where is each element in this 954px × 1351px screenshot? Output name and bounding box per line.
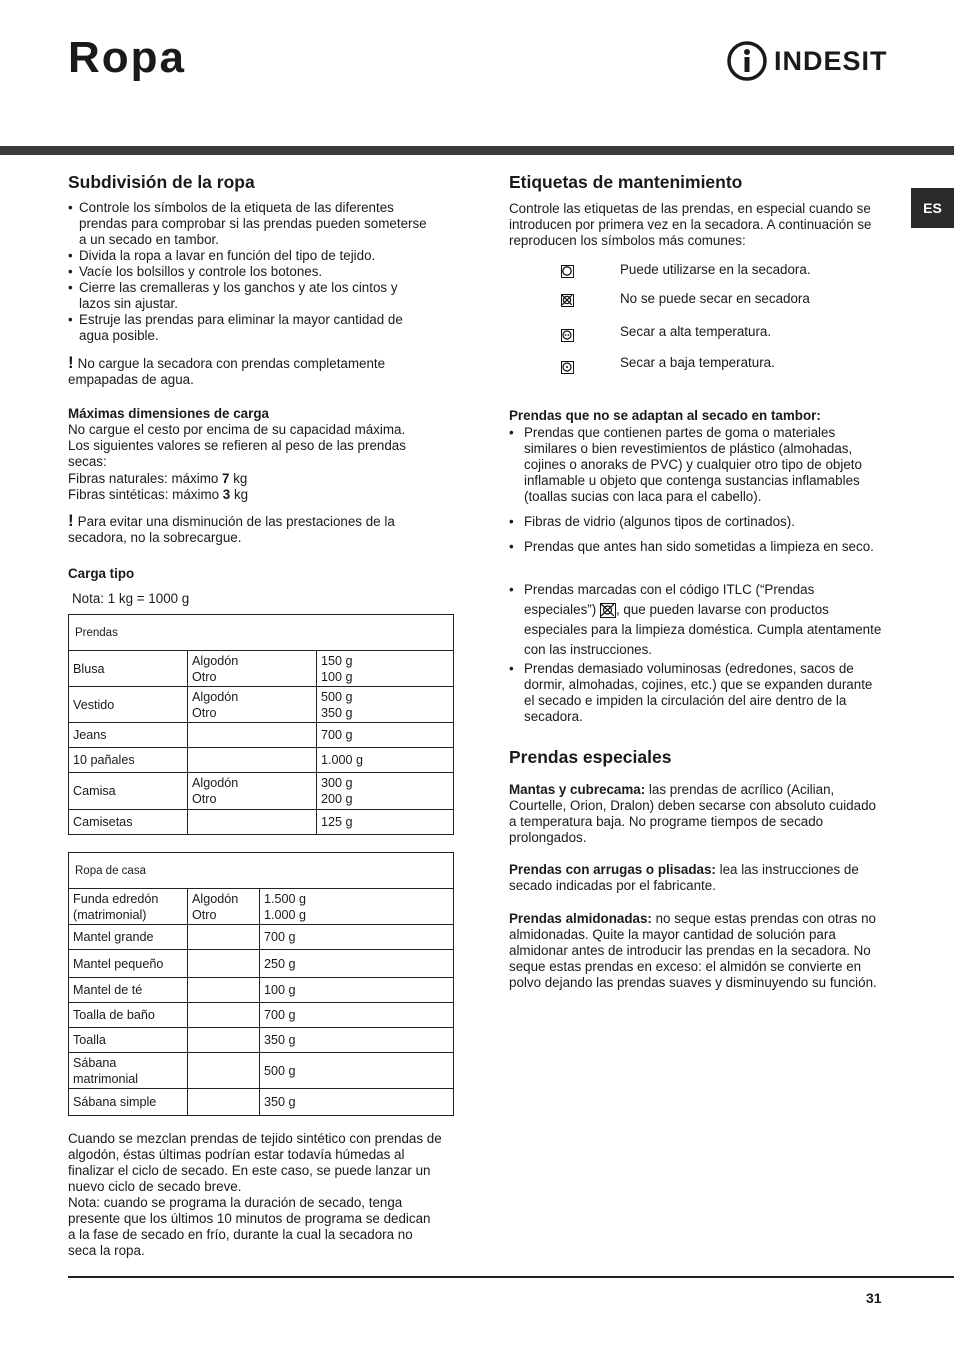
symbol-no-tumble-dry — [561, 292, 574, 308]
unsuitable-list-3 — [509, 539, 884, 555]
cell-name: Sábana matrimonial — [69, 1053, 188, 1089]
list-item: • Controle los símbolos de la etiqueta de las diferentes prendas para comprobar si las prendas pueden someterse a un secado en tambor. — [68, 200, 428, 248]
language-tab: ES — [911, 188, 954, 228]
list-item: • Estruje las prendas para eliminar la mayor cantidad de agua posible. — [68, 312, 428, 344]
cell-name: 10 pañales — [69, 748, 188, 773]
starched-paragraph — [509, 911, 881, 991]
cell-type — [188, 925, 260, 950]
list-item: • Prendas que antes han sido sometidas a limpieza en seco. — [509, 539, 884, 555]
cell-weight: 1.000 g — [317, 748, 454, 773]
footer-rule — [68, 1276, 954, 1278]
natural-fibers-label: Fibras naturales: máximo — [68, 471, 223, 486]
no-tumble-dry-icon — [561, 294, 574, 307]
table-row — [69, 723, 454, 748]
typical-load-heading: Carga tipo — [68, 566, 135, 581]
list-item: • Prendas que contienen partes de goma o materiales similares o bien revestimientos de plástico (almohadas, cojines o anoraks de PVC) y cualquier otro tipo de objeto inflamable u objeto que contenga sustancias inflamables (toallas sucias con laca para el cabello). — [509, 425, 884, 505]
blankets-label: Mantas y cubrecama: — [509, 782, 646, 797]
starched-label: Prendas almidonadas: — [509, 911, 652, 926]
cell-type — [188, 1003, 260, 1028]
tumble-dry-high-icon — [561, 329, 574, 342]
table-row — [69, 950, 454, 978]
table-row — [69, 978, 454, 1003]
subdivision-list — [68, 200, 428, 344]
cell-type — [188, 1089, 260, 1116]
symbol-label: Puede utilizarse en la secadora. — [620, 262, 811, 277]
natural-fibers-value: 7 — [222, 471, 230, 486]
cell-name: Camisetas — [69, 810, 188, 835]
symbol-high-temp — [561, 327, 574, 343]
cell-type — [188, 978, 260, 1003]
natural-fibers-line — [68, 471, 247, 487]
cell-name: Camisa — [69, 773, 188, 810]
mixed-load-text: Cuando se mezclan prendas de tejido sintético con prendas de algodón, éstas últimas podrían estar todavía húmedas al finalizar el ciclo de secado. En este caso, se puede lanzar un nuevo ciclo de secado breve. — [68, 1131, 442, 1194]
warning-icon: ! — [68, 353, 74, 372]
cell-weight: 350 g — [260, 1089, 454, 1116]
cell-weight: 500 g — [260, 1053, 454, 1089]
cell-type — [188, 1028, 260, 1053]
list-item — [509, 580, 884, 660]
list-item: • Cierre las cremalleras y los ganchos y ate los cintos y lazos sin ajustar. — [68, 280, 428, 312]
unsuitable-list-5 — [509, 661, 884, 725]
starched-text: no seque estas prendas con otras no almidonadas. Quite la mayor cantidad de solución para almidonar antes de introducir las prendas en la secadora. No seque estas prendas en exceso: el almidón se convierte en polvo dejando las prendas suaves y disminuyendo su función. — [509, 911, 877, 990]
table-row — [69, 687, 454, 723]
max-load-text: No cargue el cesto por encima de su capacidad máxima. Los siguientes valores se refieren al peso de las prendas secas: — [68, 422, 406, 469]
cell-name: Mantel grande — [69, 925, 188, 950]
cell-type: Algodón Otro — [188, 687, 317, 723]
unsuitable-list-2 — [509, 514, 884, 530]
wrinkles-paragraph — [509, 862, 881, 894]
table-row — [69, 748, 454, 773]
cell-name: Mantel de té — [69, 978, 188, 1003]
page-title: Ropa — [68, 33, 186, 82]
warning-text: Para evitar una disminución de las prestaciones de la secadora, no la sobrecargue. — [68, 514, 395, 545]
table-row — [69, 773, 454, 810]
itlc-text: Prendas marcadas con el código ITLC (“Prendas especiales”) — [524, 582, 815, 617]
table-row — [69, 925, 454, 950]
cell-weight: 700 g — [317, 723, 454, 748]
wrinkles-text: lea las instrucciones de secado indicadas por el fabricante. — [509, 862, 859, 893]
unit-kg: kg — [230, 487, 249, 502]
cell-name: Funda edredón (matrimonial) — [69, 889, 188, 925]
symbol-tumble-dry — [561, 263, 574, 279]
cell-weight: 350 g — [260, 1028, 454, 1053]
unsuitable-list-4 — [509, 580, 884, 660]
table-header-row — [69, 853, 454, 889]
symbol-label: Secar a alta temperatura. — [620, 324, 772, 339]
blankets-text: las prendas de acrílico (Acilian, Courtelle, Orion, Dralon) deben secarse con absoluto cuidado a temperatura baja. No programe tiempos de secado prolongados. — [509, 782, 876, 845]
unsuitable-list — [509, 425, 884, 505]
cell-weight: 300 g 200 g — [317, 773, 454, 810]
section-heading-special: Prendas especiales — [509, 747, 672, 767]
table-row — [69, 651, 454, 687]
synthetic-fibers-value: 3 — [222, 487, 231, 502]
garments-table — [68, 614, 454, 835]
warning-note-1 — [68, 355, 428, 388]
table-row — [69, 1028, 454, 1053]
cell-weight: 125 g — [317, 810, 454, 835]
table-header: Prendas — [69, 615, 454, 651]
table-header-row — [69, 615, 454, 651]
warning-note-2 — [68, 513, 428, 546]
symbol-label: Secar a baja temperatura. — [620, 355, 775, 370]
brand-name: INDESIT — [774, 46, 888, 76]
table-row — [69, 1003, 454, 1028]
drying-note: Nota: cuando se programa la duración de secado, tenga presente que los últimos 10 minutos de programa se dedican a la fase de secado en frío, durante la cual la secadora no seca la ropa. — [68, 1195, 431, 1258]
cell-type — [188, 1053, 260, 1089]
cell-weight: 700 g — [260, 1003, 454, 1028]
section-heading-care-labels: Etiquetas de mantenimiento — [509, 172, 743, 192]
list-item: • Divida la ropa a lavar en función del tipo de tejido. — [68, 248, 428, 264]
cell-name: Toalla — [69, 1028, 188, 1053]
wrinkles-label: Prendas con arrugas o plisadas: — [509, 862, 716, 877]
page-number: 31 — [866, 1290, 882, 1306]
cell-name: Vestido — [69, 687, 188, 723]
cell-type: Algodón Otro — [188, 651, 317, 687]
cell-weight: 1.500 g 1.000 g — [260, 889, 454, 925]
cell-type — [188, 748, 317, 773]
unit-note: Nota: 1 kg = 1000 g — [72, 591, 190, 606]
list-item: • Vacíe los bolsillos y controle los botones. — [68, 264, 428, 280]
list-item: • Fibras de vidrio (algunos tipos de cortinados). — [509, 514, 884, 530]
cell-name: Blusa — [69, 651, 188, 687]
max-load-heading: Máximas dimensiones de carga — [68, 406, 269, 421]
unsuitable-heading: Prendas que no se adaptan al secado en tambor: — [509, 408, 821, 423]
itlc-text-2: , que pueden lavarse con productos especiales para la limpieza doméstica. Cumpla atentamente con las instrucciones. — [524, 602, 882, 657]
cell-weight: 150 g 100 g — [317, 651, 454, 687]
tumble-dry-icon — [561, 265, 574, 278]
cell-type: Algodón Otro — [188, 773, 317, 810]
cell-name: Mantel pequeño — [69, 950, 188, 978]
table-row — [69, 1053, 454, 1089]
blankets-paragraph — [509, 782, 879, 846]
cell-name: Toalla de baño — [69, 1003, 188, 1028]
header-rule — [0, 146, 954, 155]
no-tumble-dry-icon — [600, 603, 616, 618]
synthetic-fibers-label: Fibras sintéticas: máximo — [68, 487, 223, 502]
care-labels-intro: Controle las etiquetas de las prendas, en especial cuando se introducen por primera vez en la secadora. A continuación se reproducen los símbolos más comunes: — [509, 201, 872, 248]
synthetic-fibers-line — [68, 487, 248, 503]
table-row — [69, 810, 454, 835]
section-heading-subdivision: Subdivisión de la ropa — [68, 172, 255, 192]
warning-icon: ! — [68, 511, 74, 530]
household-table — [68, 852, 454, 1116]
symbol-low-temp — [561, 359, 574, 375]
cell-weight: 700 g — [260, 925, 454, 950]
cell-type — [188, 810, 317, 835]
cell-name: Sábana simple — [69, 1089, 188, 1116]
list-item: • Prendas demasiado voluminosas (edredones, sacos de dormir, almohadas, cojines, etc.) que se expanden durante el secado e impiden la circulación del aire dentro de la secadora. — [509, 661, 884, 725]
cell-type — [188, 723, 317, 748]
cell-type — [188, 950, 260, 978]
cell-weight: 100 g — [260, 978, 454, 1003]
warning-text: No cargue la secadora con prendas completamente empapadas de agua. — [68, 356, 386, 387]
cell-weight: 250 g — [260, 950, 454, 978]
tumble-dry-low-icon — [561, 361, 574, 374]
table-row — [69, 1089, 454, 1116]
table-header: Ropa de casa — [69, 853, 454, 889]
table-row — [69, 889, 454, 925]
indesit-logo-icon — [726, 40, 768, 82]
symbol-label: No se puede secar en secadora — [620, 291, 810, 306]
brand-logo — [726, 40, 888, 82]
unit-kg: kg — [229, 471, 248, 486]
cell-weight: 500 g 350 g — [317, 687, 454, 723]
cell-name: Jeans — [69, 723, 188, 748]
cell-type: Algodón Otro — [188, 889, 260, 925]
